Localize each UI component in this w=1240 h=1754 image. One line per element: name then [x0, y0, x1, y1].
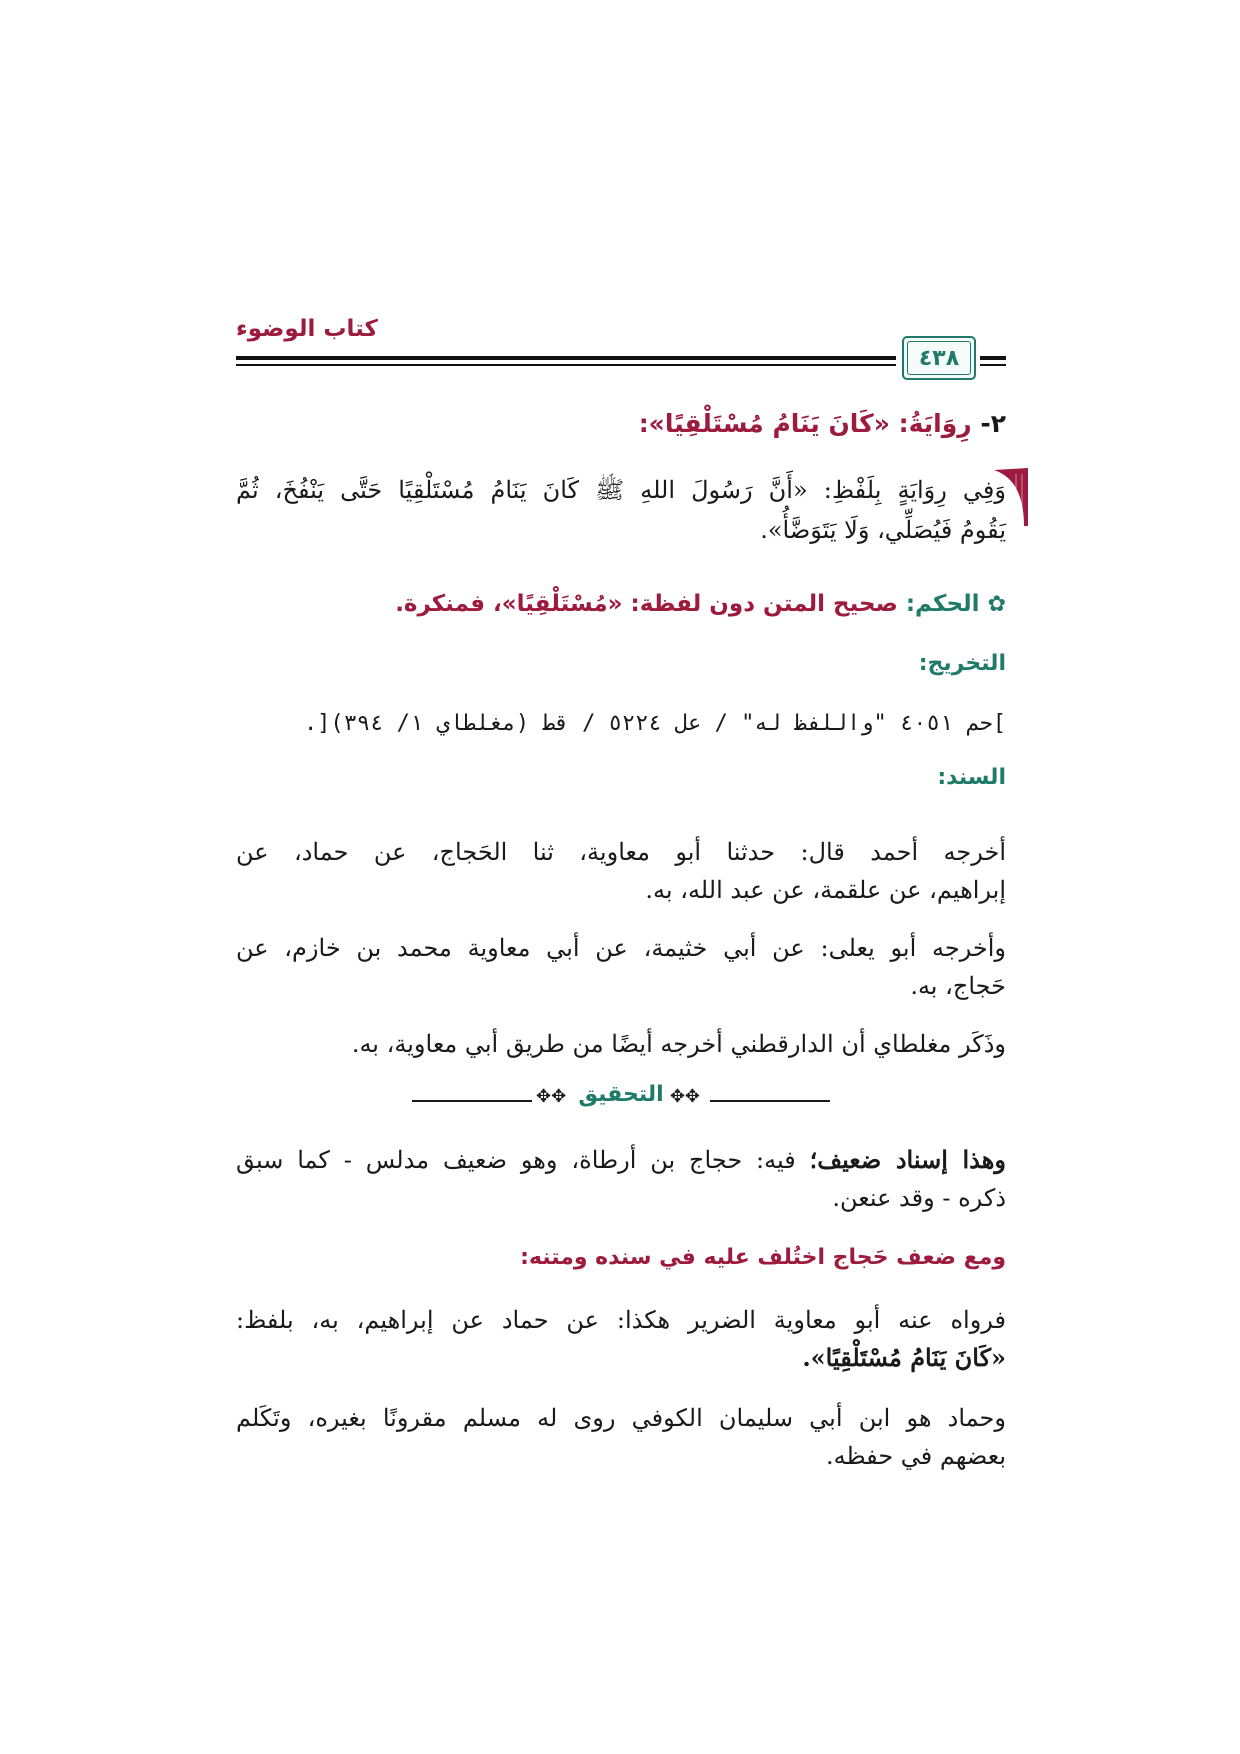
ruling [236, 586, 1006, 623]
tahqiq-line: «كَانَ يَنَامُ مُسْتَلْقِيًا». [802, 1343, 1006, 1372]
divider-line [710, 1100, 830, 1102]
takhrij-text: ]حم ٤٠٥١ "واللفظ له" / عل ٥٢٢٤ / قط (مغلطاي ١/ ٣٩٤)[. [303, 711, 1006, 736]
takhrij-heading: التخريج: [918, 651, 1006, 676]
header-rule [236, 356, 896, 360]
tahqiq-divider [236, 1082, 1006, 1118]
sanad-heading: السند: [937, 765, 1006, 790]
sanad-line: وذَكَر مغلطاي أن الدارقطني أخرجه أيضًا من طريق أبي معاوية، به. [351, 1030, 1006, 1058]
book-title: كتاب الوضوء [236, 316, 378, 342]
page-number-frame [902, 336, 976, 380]
flower-ornament-icon: ✿ [987, 592, 1006, 617]
tahqiq-line: وحماد هو ابن أبي سليمان الكوفي روى له مسلم مقرونًا بغيره، وتَكَلم [236, 1404, 1006, 1432]
header-rule [236, 364, 896, 366]
sanad-line: حَجاج، به. [910, 972, 1006, 1000]
sanad-line: إبراهيم، عن علقمة، عن عبد الله، به. [645, 876, 1006, 904]
header-rule [980, 356, 1006, 360]
tahqiq-line: ذكره - وقد عنعن. [832, 1184, 1006, 1212]
tahqiq-line: فرواه عنه أبو معاوية الضرير هكذا: عن حماد عن إبراهيم، به، بلفظ: [236, 1306, 1006, 1334]
page-header [236, 316, 1006, 386]
section-number: ٢- [980, 409, 1006, 438]
tahqiq-text: فيه: حجاج بن أرطاة، وهو ضعيف مدلس - كما سبق [236, 1146, 810, 1174]
sanad-line: أخرجه أحمد قال: حدثنا أبو معاوية، ثنا الحَجاج، عن حماد، عن [236, 838, 1007, 866]
narration-line: يَقُومُ فَيُصَلِّي، وَلَا يَتَوَضَّأُ». [760, 516, 1006, 544]
tahqiq-line [236, 1142, 1006, 1178]
page-number: ٤٣٨ [918, 345, 960, 371]
header-rule [980, 364, 1006, 366]
tahqiq-emphasis: وهذا إسناد ضعيف؛ [809, 1145, 1006, 1174]
divider-label: التحقيق [578, 1082, 664, 1107]
ruling-label: الحكم: [905, 591, 980, 617]
ruling-text: صحيح المتن دون لفظة: «مُسْتَلْقِيًا»، فمنكرة. [395, 591, 898, 617]
divider-ornament-icon: ✥✥ [536, 1086, 567, 1107]
tahqiq-subheading: ومع ضعف حَجاج اختُلف عليه في سنده ومتنه: [520, 1245, 1006, 1270]
divider-ornament-icon: ✥✥ [669, 1086, 700, 1107]
sanad-line: وأخرجه أبو يعلى: عن أبي خثيمة، عن أبي معاوية محمد بن خازم، عن [236, 934, 1006, 962]
narration-line: وَفِي رِوَايَةٍ بِلَفْظِ: «أَنَّ رَسُولَ اللهِ ﷺ كَانَ يَنَامُ مُسْتَلْقِيًا حَتَّى يَنْفُخَ، ثُمَّ [236, 476, 1006, 504]
tahqiq-line: بعضهم في حفظه. [826, 1442, 1006, 1470]
section-title: رِوَايَةُ: «كَانَ يَنَامُ مُسْتَلْقِيًا»: [638, 409, 972, 438]
section-heading [236, 406, 1006, 442]
